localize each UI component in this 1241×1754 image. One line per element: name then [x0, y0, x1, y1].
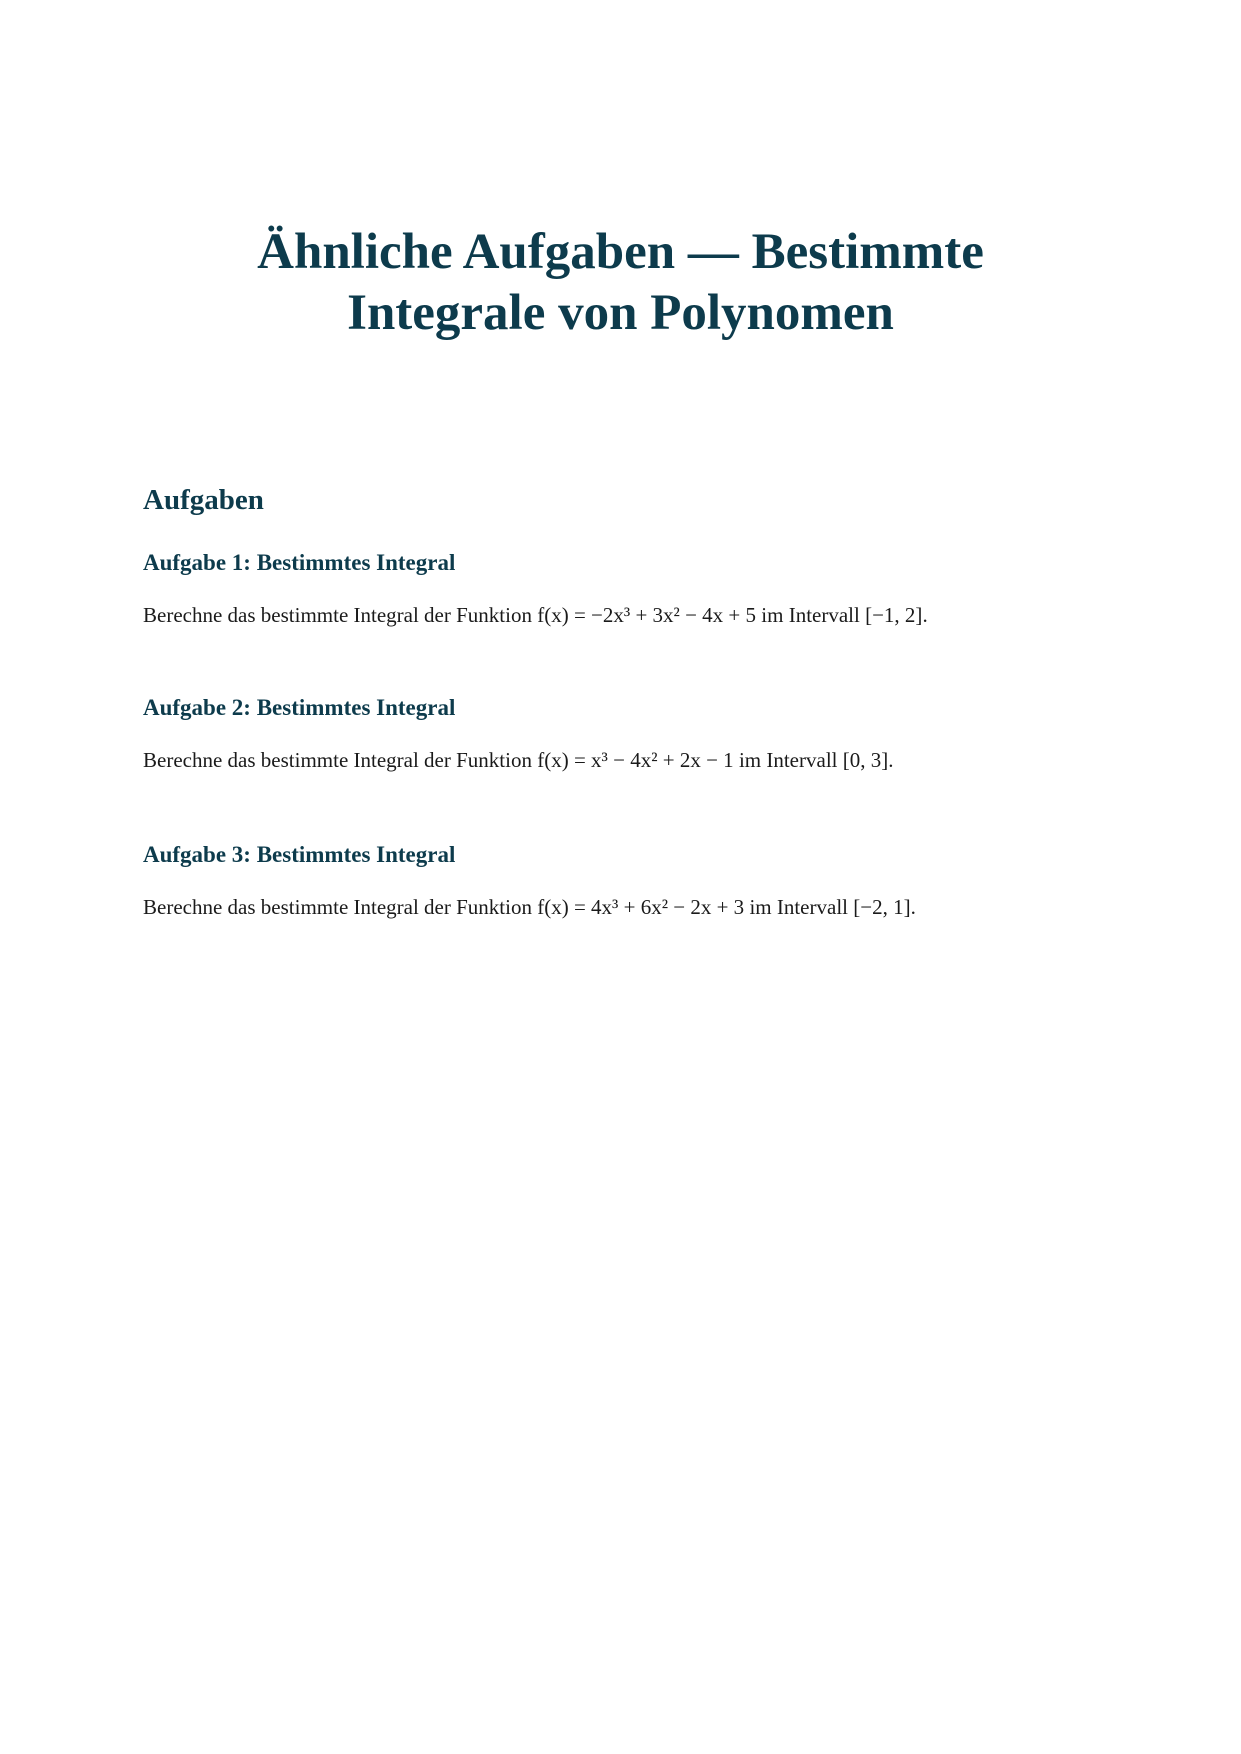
task-3 [143, 840, 1123, 922]
task-1-function: f(x) = −2x³ + 3x² − 4x + 5 [537, 603, 757, 627]
task-1-text-after: . [922, 603, 928, 627]
task-2-heading: Aufgabe 2: Bestimmtes Integral [143, 695, 456, 720]
task-1-text-before: Berechne das bestimmte Integral der Funktion [143, 603, 538, 627]
task-1-heading: Aufgabe 1: Bestimmtes Integral [143, 550, 456, 575]
task-2-function: f(x) = x³ − 4x² + 2x − 1 [537, 748, 734, 772]
task-1-text [143, 600, 1123, 630]
section-heading-aufgaben: Aufgaben [143, 484, 264, 516]
page-title [0, 222, 1241, 344]
task-2-text-after: . [888, 748, 894, 772]
task-3-text-middle: im Intervall [744, 895, 854, 919]
task-3-function: f(x) = 4x³ + 6x² − 2x + 3 [537, 895, 745, 919]
task-3-text [143, 892, 1123, 922]
task-3-heading: Aufgabe 3: Bestimmtes Integral [143, 842, 456, 867]
task-2-text-middle: im Intervall [733, 748, 843, 772]
task-2-text-before: Berechne das bestimmte Integral der Funktion [143, 748, 538, 772]
task-3-interval: [−2, 1] [853, 895, 911, 919]
task-2-interval: [0, 3] [842, 748, 889, 772]
page-title-line-2: Integrale von Polynomen [347, 285, 894, 341]
task-2 [143, 693, 1123, 775]
task-3-text-after: . [910, 895, 916, 919]
task-1-interval: [−1, 2] [865, 603, 923, 627]
task-1 [143, 548, 1123, 630]
task-2-text [143, 745, 1123, 775]
task-1-text-middle: im Intervall [756, 603, 866, 627]
task-3-text-before: Berechne das bestimmte Integral der Funktion [143, 895, 538, 919]
page-title-line-1: Ähnliche Aufgaben — Bestimmte [257, 224, 984, 280]
